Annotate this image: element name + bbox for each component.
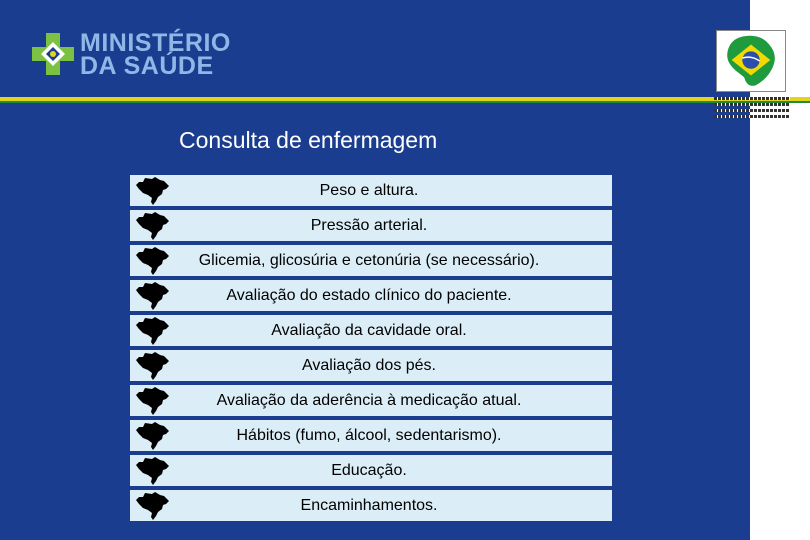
list-item-label: Avaliação da aderência à medicação atual. xyxy=(216,392,522,409)
list-item-label: Encaminhamentos. xyxy=(300,497,438,514)
list-item-label: Peso e altura. xyxy=(319,182,419,199)
ministry-logo-text xyxy=(80,29,231,80)
list-item-label: Educação. xyxy=(331,462,407,479)
list-item xyxy=(130,350,612,381)
list-item xyxy=(130,490,612,521)
list-item-label: Avaliação do estado clínico do paciente. xyxy=(226,287,512,304)
list-item xyxy=(130,455,612,486)
list-item-label: Hábitos (fumo, álcool, sedentarismo). xyxy=(236,427,502,444)
list-item xyxy=(130,420,612,451)
brazil-map-icon xyxy=(136,352,170,380)
brazil-map-icon xyxy=(136,422,170,450)
list-item xyxy=(130,245,612,276)
logo-line-1: MINISTÉRIO xyxy=(80,29,231,57)
list-item xyxy=(130,385,612,416)
list-item xyxy=(130,280,612,311)
list-item-label: Avaliação da cavidade oral. xyxy=(271,322,467,339)
brazil-map-icon xyxy=(136,212,170,240)
brazil-map-icon xyxy=(136,457,170,485)
brazil-map-icon xyxy=(136,177,170,205)
brazil-map-icon xyxy=(136,282,170,310)
government-emblem xyxy=(716,30,786,92)
list-item-label: Glicemia, glicosúria e cetonúria (se necessário). xyxy=(198,252,540,269)
list-item-label: Avaliação dos pés. xyxy=(301,357,436,374)
government-emblem-caption xyxy=(714,95,790,121)
slide-title: Consulta de enfermagem xyxy=(179,127,438,153)
list-item xyxy=(130,210,612,241)
logo-line-2: DA SAÚDE xyxy=(80,52,214,80)
checklist xyxy=(130,175,612,525)
header xyxy=(0,0,750,100)
list-item xyxy=(130,175,612,206)
brazil-map-icon xyxy=(136,317,170,345)
brazil-map-icon xyxy=(136,387,170,415)
header-stripe-green xyxy=(0,101,810,103)
brazil-flag-icon xyxy=(717,31,785,91)
list-item-label: Pressão arterial. xyxy=(310,217,428,234)
brazil-map-icon xyxy=(136,492,170,520)
list-item xyxy=(130,315,612,346)
brazil-map-icon xyxy=(136,247,170,275)
ministry-cross-icon xyxy=(32,33,74,75)
